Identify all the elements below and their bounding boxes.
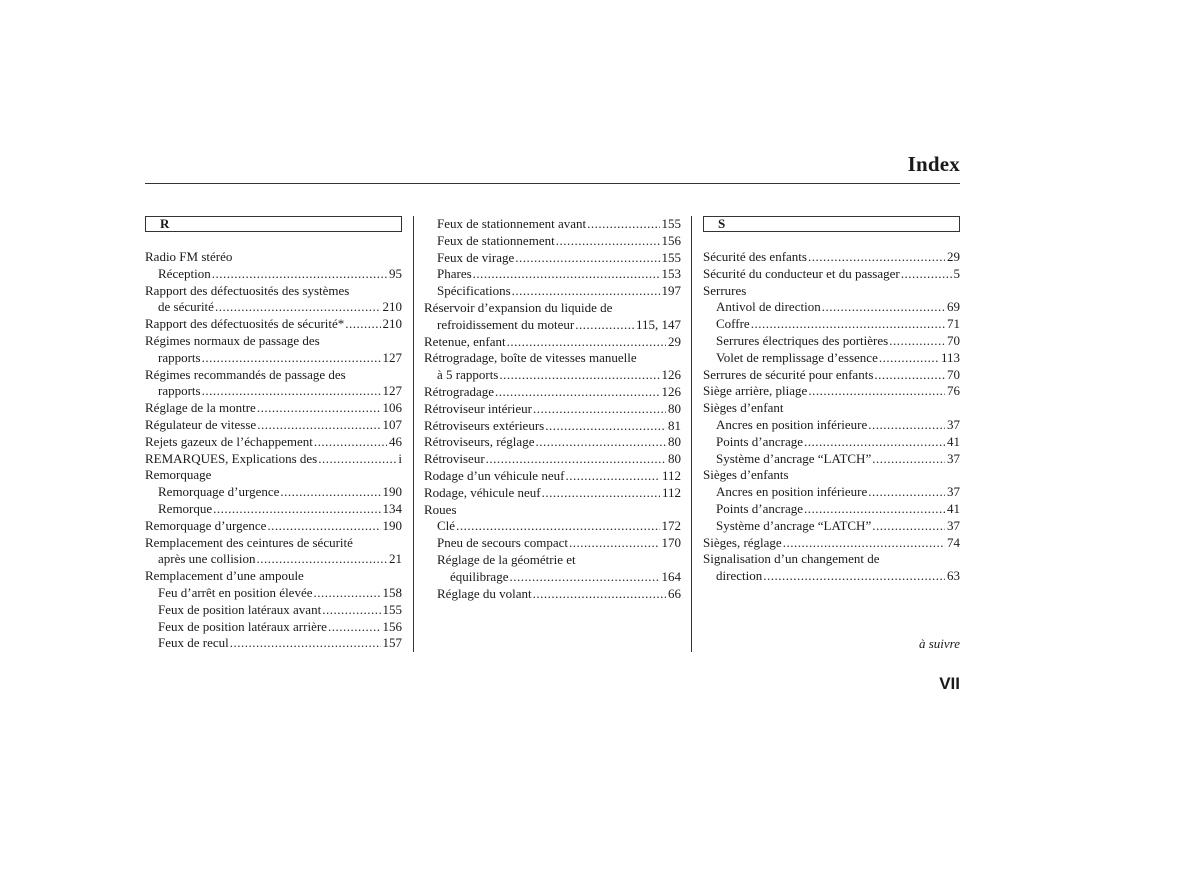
entry-page-ref[interactable]: 112 bbox=[661, 467, 681, 483]
dot-leader bbox=[586, 216, 659, 233]
index-entry bbox=[424, 317, 681, 334]
index-column-3 bbox=[703, 216, 960, 585]
dot-leader bbox=[229, 635, 381, 652]
entry-page-ref[interactable]: 106 bbox=[382, 400, 402, 416]
index-entry bbox=[424, 367, 681, 384]
entry-text: à 5 rapports bbox=[437, 367, 499, 383]
entry-text: Feux de position latéraux avant bbox=[158, 601, 322, 617]
index-entry bbox=[145, 400, 402, 417]
entry-text: Serrures électriques des portières bbox=[716, 332, 889, 348]
dot-leader bbox=[871, 518, 945, 535]
entry-page-ref[interactable]: 126 bbox=[661, 383, 681, 399]
index-entry bbox=[703, 283, 960, 300]
index-entry bbox=[145, 619, 402, 636]
entry-page-ref[interactable]: 156 bbox=[661, 232, 681, 248]
dot-leader bbox=[349, 283, 402, 300]
dot-leader bbox=[821, 299, 945, 316]
index-entry bbox=[703, 568, 960, 585]
entry-text: Ancres en position inférieure bbox=[716, 484, 868, 500]
dot-leader bbox=[541, 485, 660, 502]
index-entry bbox=[145, 299, 402, 316]
entry-page-ref[interactable]: 37 bbox=[947, 484, 960, 500]
dot-leader bbox=[867, 417, 945, 434]
index-entry bbox=[703, 249, 960, 266]
entry-text: Rapport des défectuosités des systèmes bbox=[145, 282, 350, 298]
index-entry bbox=[703, 299, 960, 316]
index-entry bbox=[703, 316, 960, 333]
index-entry bbox=[145, 602, 402, 619]
entry-text: Régulateur de vitesse bbox=[145, 416, 257, 432]
entry-text: Régimes recommandés de passage des bbox=[145, 366, 346, 382]
dot-leader bbox=[750, 316, 945, 333]
index-entry bbox=[145, 417, 402, 434]
entry-text: Ancres en position inférieure bbox=[716, 416, 868, 432]
index-entry bbox=[703, 383, 960, 400]
entry-text: Remplacement des ceintures de sécurité bbox=[145, 534, 353, 550]
index-entry bbox=[145, 350, 402, 367]
dot-leader bbox=[494, 384, 659, 401]
column-divider bbox=[691, 216, 692, 652]
entry-text: Roues bbox=[424, 501, 457, 517]
entry-page-ref[interactable]: 197 bbox=[661, 283, 681, 299]
index-entry bbox=[145, 283, 402, 300]
entry-text: de sécurité bbox=[158, 299, 214, 315]
entry-page-ref[interactable]: 29 bbox=[668, 333, 681, 349]
dot-leader bbox=[457, 502, 682, 519]
entry-page-ref[interactable]: 170 bbox=[661, 535, 681, 551]
index-entry bbox=[703, 400, 960, 417]
index-entry bbox=[703, 484, 960, 501]
index-entry bbox=[145, 383, 402, 400]
entry-text: Coffre bbox=[716, 316, 750, 332]
entry-page-ref[interactable]: 71 bbox=[947, 316, 960, 332]
dot-leader bbox=[255, 551, 387, 568]
dot-leader bbox=[880, 551, 960, 568]
entry-page-ref[interactable]: 157 bbox=[382, 635, 402, 651]
index-entry bbox=[424, 502, 681, 519]
entry-page-ref[interactable]: 66 bbox=[668, 585, 681, 601]
index-entry bbox=[145, 551, 402, 568]
entry-page-ref[interactable]: 41 bbox=[947, 433, 960, 449]
entry-text: Rodage d’un véhicule neuf bbox=[424, 467, 565, 483]
dot-leader bbox=[873, 367, 945, 384]
entry-page-ref[interactable]: 46 bbox=[389, 433, 402, 449]
dot-leader bbox=[574, 317, 634, 334]
dot-leader bbox=[214, 299, 381, 316]
entry-page-ref[interactable]: 80 bbox=[668, 451, 681, 467]
index-entry bbox=[424, 586, 681, 603]
index-entry bbox=[145, 434, 402, 451]
entry-text: Feux de position latéraux arrière bbox=[158, 618, 327, 634]
index-entry bbox=[424, 384, 681, 401]
dot-leader bbox=[256, 417, 380, 434]
dot-leader bbox=[511, 283, 660, 300]
entry-text: Réglage de la géométrie et bbox=[437, 551, 576, 567]
index-column-1 bbox=[145, 216, 402, 652]
dot-leader bbox=[803, 434, 945, 451]
entry-page-ref[interactable]: 155 bbox=[661, 249, 681, 265]
index-entry bbox=[703, 551, 960, 568]
dot-leader bbox=[485, 451, 666, 468]
entry-text: REMARQUES, Explications des bbox=[145, 450, 318, 466]
entry-page-ref[interactable]: 95 bbox=[389, 265, 402, 281]
entry-page-ref[interactable]: 156 bbox=[382, 618, 402, 634]
entry-text: Sécurité du conducteur et du passager bbox=[703, 265, 900, 281]
entry-text: Sièges d’enfants bbox=[703, 467, 789, 483]
entry-page-ref[interactable]: 80 bbox=[668, 434, 681, 450]
entry-page-ref[interactable]: 70 bbox=[947, 366, 960, 382]
dot-leader bbox=[211, 467, 402, 484]
entry-page-ref[interactable]: 29 bbox=[947, 249, 960, 264]
dot-leader bbox=[762, 568, 945, 585]
index-entry bbox=[703, 434, 960, 451]
header-rule bbox=[145, 183, 960, 184]
index-entry bbox=[424, 518, 681, 535]
entry-page-ref[interactable]: 155 bbox=[382, 601, 402, 617]
dot-leader bbox=[784, 400, 960, 417]
index-entry bbox=[145, 367, 402, 384]
dot-leader bbox=[212, 501, 380, 518]
index-entry bbox=[145, 333, 402, 350]
entry-text: Remorquage bbox=[145, 467, 212, 483]
dot-leader bbox=[514, 250, 659, 267]
entry-text: Feux de recul bbox=[158, 635, 229, 651]
dot-leader bbox=[612, 300, 681, 317]
entry-page-ref[interactable]: 76 bbox=[947, 383, 960, 399]
index-entry bbox=[703, 501, 960, 518]
index-entry bbox=[424, 535, 681, 552]
entry-text: Antivol de direction bbox=[716, 299, 821, 315]
dot-leader bbox=[472, 266, 660, 283]
index-entry bbox=[424, 451, 681, 468]
entry-text: Rétroviseurs extérieurs bbox=[424, 417, 545, 433]
entry-page-ref[interactable]: 21 bbox=[389, 551, 402, 567]
index-entry bbox=[703, 535, 960, 552]
entry-page-ref[interactable]: 113 bbox=[940, 349, 960, 365]
entry-text: Réglage de la montre bbox=[145, 400, 256, 416]
entry-page-ref[interactable]: 70 bbox=[947, 332, 960, 348]
index-entry bbox=[145, 316, 402, 333]
dot-leader bbox=[304, 568, 402, 585]
index-entry bbox=[424, 233, 681, 250]
entry-page-ref[interactable]: 41 bbox=[947, 500, 960, 516]
index-entry bbox=[145, 585, 402, 602]
index-entry bbox=[424, 334, 681, 351]
dot-leader bbox=[789, 467, 960, 484]
entry-page-ref[interactable]: 74 bbox=[947, 534, 960, 550]
dot-leader bbox=[344, 316, 380, 333]
entry-text: Spécifications bbox=[437, 283, 511, 299]
index-entry bbox=[145, 467, 402, 484]
dot-leader bbox=[313, 434, 387, 451]
dot-leader bbox=[313, 585, 381, 602]
entry-text: Radio FM stéréo bbox=[145, 249, 233, 264]
index-entry bbox=[145, 501, 402, 518]
entry-page-ref[interactable]: 112 bbox=[661, 484, 681, 500]
index-entry bbox=[703, 518, 960, 535]
dot-leader bbox=[782, 535, 945, 552]
index-entry bbox=[703, 266, 960, 283]
entry-text: Réservoir d’expansion du liquide de bbox=[424, 299, 613, 315]
index-entry bbox=[145, 518, 402, 535]
entry-text: Pneu de secours compact bbox=[437, 535, 569, 551]
entry-text: Serrures bbox=[703, 282, 747, 298]
entry-text: Système d’ancrage “LATCH” bbox=[716, 517, 872, 533]
index-entry bbox=[703, 417, 960, 434]
entry-text: Rétrogradage bbox=[424, 383, 495, 399]
entry-page-ref[interactable]: 126 bbox=[661, 367, 681, 383]
entry-text: Siège arrière, pliage bbox=[703, 383, 808, 399]
index-entry bbox=[145, 484, 402, 501]
entry-text: rapports bbox=[158, 383, 201, 399]
dot-leader bbox=[746, 283, 960, 300]
dot-leader bbox=[211, 266, 387, 283]
index-entry bbox=[145, 568, 402, 585]
index-entry bbox=[424, 401, 681, 418]
dot-leader bbox=[532, 586, 666, 603]
entry-page-ref[interactable]: 63 bbox=[947, 568, 960, 584]
entry-page-ref[interactable]: 127 bbox=[382, 383, 402, 399]
entry-page-ref[interactable]: 37 bbox=[947, 450, 960, 466]
dot-leader bbox=[637, 350, 681, 367]
entry-text: Rétroviseurs, réglage bbox=[424, 434, 535, 450]
page-number: VII bbox=[939, 674, 960, 693]
dot-leader bbox=[279, 484, 380, 501]
index-entry bbox=[424, 468, 681, 485]
entry-text: équilibrage bbox=[450, 568, 509, 584]
entry-text: Points d’ancrage bbox=[716, 433, 804, 449]
entry-page-ref[interactable]: 153 bbox=[661, 266, 681, 282]
dot-leader bbox=[544, 418, 666, 435]
column-divider bbox=[413, 216, 414, 652]
entry-text: Volet de remplissage d’essence bbox=[716, 349, 878, 365]
entry-text: après une collision bbox=[158, 551, 256, 567]
dot-leader bbox=[201, 350, 381, 367]
page-title: Index bbox=[907, 152, 960, 176]
dot-leader bbox=[256, 400, 381, 417]
entry-text: Points d’ancrage bbox=[716, 500, 804, 516]
dot-leader bbox=[317, 451, 396, 468]
entry-page-ref[interactable]: 210 bbox=[382, 316, 402, 332]
index-entry bbox=[703, 333, 960, 350]
dot-leader bbox=[508, 569, 659, 586]
entry-page-ref[interactable]: 37 bbox=[947, 416, 960, 432]
entry-text: Sièges d’enfant bbox=[703, 400, 784, 416]
entry-text: Feux de stationnement bbox=[437, 232, 555, 248]
entry-text: Sièges, réglage bbox=[703, 534, 782, 550]
dot-leader bbox=[232, 249, 402, 266]
entry-text: Rejets gazeux de l’échappement bbox=[145, 433, 313, 449]
index-entry bbox=[145, 635, 402, 652]
entry-text: Rétrogradage, boîte de vitesses manuelle bbox=[424, 350, 637, 366]
index-entry bbox=[703, 451, 960, 468]
entry-text: Remorquage d’urgence bbox=[158, 484, 280, 500]
dot-leader bbox=[564, 468, 660, 485]
dot-leader bbox=[346, 367, 402, 384]
dot-leader bbox=[867, 484, 945, 501]
dot-leader bbox=[807, 383, 945, 400]
entry-text: Réception bbox=[158, 265, 211, 281]
entry-text: Système d’ancrage “LATCH” bbox=[716, 450, 872, 466]
entry-page-ref[interactable]: 5 bbox=[953, 265, 960, 281]
dot-leader bbox=[498, 367, 659, 384]
entry-page-ref[interactable]: 134 bbox=[382, 500, 402, 516]
entry-text: Rodage, véhicule neuf bbox=[424, 484, 541, 500]
entry-text: Rapport des défectuosités de sécurité* bbox=[145, 316, 345, 332]
entry-text: Remorquage d’urgence bbox=[145, 517, 267, 533]
entry-page-ref[interactable]: i bbox=[398, 450, 402, 466]
entry-text: Régimes normaux de passage des bbox=[145, 332, 320, 348]
entry-page-ref[interactable]: 158 bbox=[382, 584, 402, 600]
dot-leader bbox=[327, 619, 381, 636]
entry-page-ref[interactable]: 190 bbox=[382, 484, 402, 500]
dot-leader bbox=[455, 518, 659, 535]
dot-leader bbox=[266, 518, 380, 535]
continued-note: à suivre bbox=[918, 636, 960, 651]
index-entry bbox=[424, 418, 681, 435]
entry-page-ref[interactable]: 210 bbox=[382, 299, 402, 315]
entry-text: direction bbox=[716, 568, 763, 584]
dot-leader bbox=[321, 602, 380, 619]
index-entry bbox=[424, 569, 681, 586]
entry-page-ref[interactable]: 115, 147 bbox=[635, 316, 681, 332]
entry-page-ref[interactable]: 127 bbox=[382, 349, 402, 365]
entry-text: Serrures de sécurité pour enfants bbox=[703, 366, 874, 382]
entry-text: Rétroviseur intérieur bbox=[424, 400, 532, 416]
entry-text: Phares bbox=[437, 266, 472, 282]
section-letter-box: S bbox=[703, 216, 960, 232]
entry-page-ref[interactable]: 37 bbox=[947, 517, 960, 533]
index-column-2 bbox=[424, 216, 681, 602]
index-entry bbox=[145, 451, 402, 468]
dot-leader bbox=[871, 451, 945, 468]
entry-page-ref[interactable]: 164 bbox=[661, 568, 681, 584]
entry-text: Sécurité des enfants bbox=[703, 249, 807, 264]
dot-leader bbox=[532, 401, 666, 418]
entry-text: Remplacement d’une ampoule bbox=[145, 568, 304, 584]
entry-page-ref[interactable]: 155 bbox=[661, 216, 681, 231]
index-entry bbox=[424, 283, 681, 300]
index-entry bbox=[424, 485, 681, 502]
index-entry bbox=[145, 249, 402, 266]
index-entry bbox=[703, 467, 960, 484]
index-entry bbox=[145, 535, 402, 552]
index-entry bbox=[424, 216, 681, 233]
entry-page-ref[interactable]: 107 bbox=[382, 416, 402, 432]
entry-text: Retenue, enfant bbox=[424, 333, 506, 349]
entry-page-ref[interactable]: 190 bbox=[382, 517, 402, 533]
index-entry bbox=[424, 350, 681, 367]
entry-text: Rétroviseur bbox=[424, 451, 485, 467]
dot-leader bbox=[506, 334, 666, 351]
index-entry bbox=[145, 266, 402, 283]
index-entry bbox=[703, 350, 960, 367]
index-entry bbox=[424, 434, 681, 451]
dot-leader bbox=[555, 233, 660, 250]
index-entry bbox=[703, 367, 960, 384]
dot-leader bbox=[888, 333, 945, 350]
index-entry bbox=[424, 250, 681, 267]
dot-leader bbox=[534, 434, 666, 451]
entry-page-ref[interactable]: 81 bbox=[668, 417, 681, 433]
entry-text: Clé bbox=[437, 518, 456, 534]
entry-text: Signalisation d’un changement de bbox=[703, 551, 880, 567]
entry-text: Feu d’arrêt en position élevée bbox=[158, 584, 313, 600]
dot-leader bbox=[807, 249, 945, 266]
dot-leader bbox=[320, 333, 402, 350]
entry-text: Réglage du volant bbox=[437, 585, 532, 601]
dot-leader bbox=[576, 552, 681, 569]
dot-leader bbox=[201, 383, 381, 400]
index-entry bbox=[424, 300, 681, 317]
index-entry bbox=[424, 552, 681, 569]
dot-leader bbox=[353, 535, 402, 552]
section-letter-box: R bbox=[145, 216, 402, 232]
entry-text: Feux de virage bbox=[437, 249, 515, 265]
entry-text: rapports bbox=[158, 349, 201, 365]
dot-leader bbox=[568, 535, 659, 552]
entry-text: Feux de stationnement avant bbox=[437, 216, 587, 231]
entry-page-ref[interactable]: 80 bbox=[668, 400, 681, 416]
dot-leader bbox=[803, 501, 945, 518]
entry-page-ref[interactable]: 69 bbox=[947, 299, 960, 315]
dot-leader bbox=[878, 350, 939, 367]
entry-text: refroidissement du moteur bbox=[437, 316, 575, 332]
index-entry bbox=[424, 266, 681, 283]
entry-text: Remorque bbox=[158, 500, 213, 516]
dot-leader bbox=[900, 266, 952, 283]
entry-page-ref[interactable]: 172 bbox=[661, 518, 681, 534]
